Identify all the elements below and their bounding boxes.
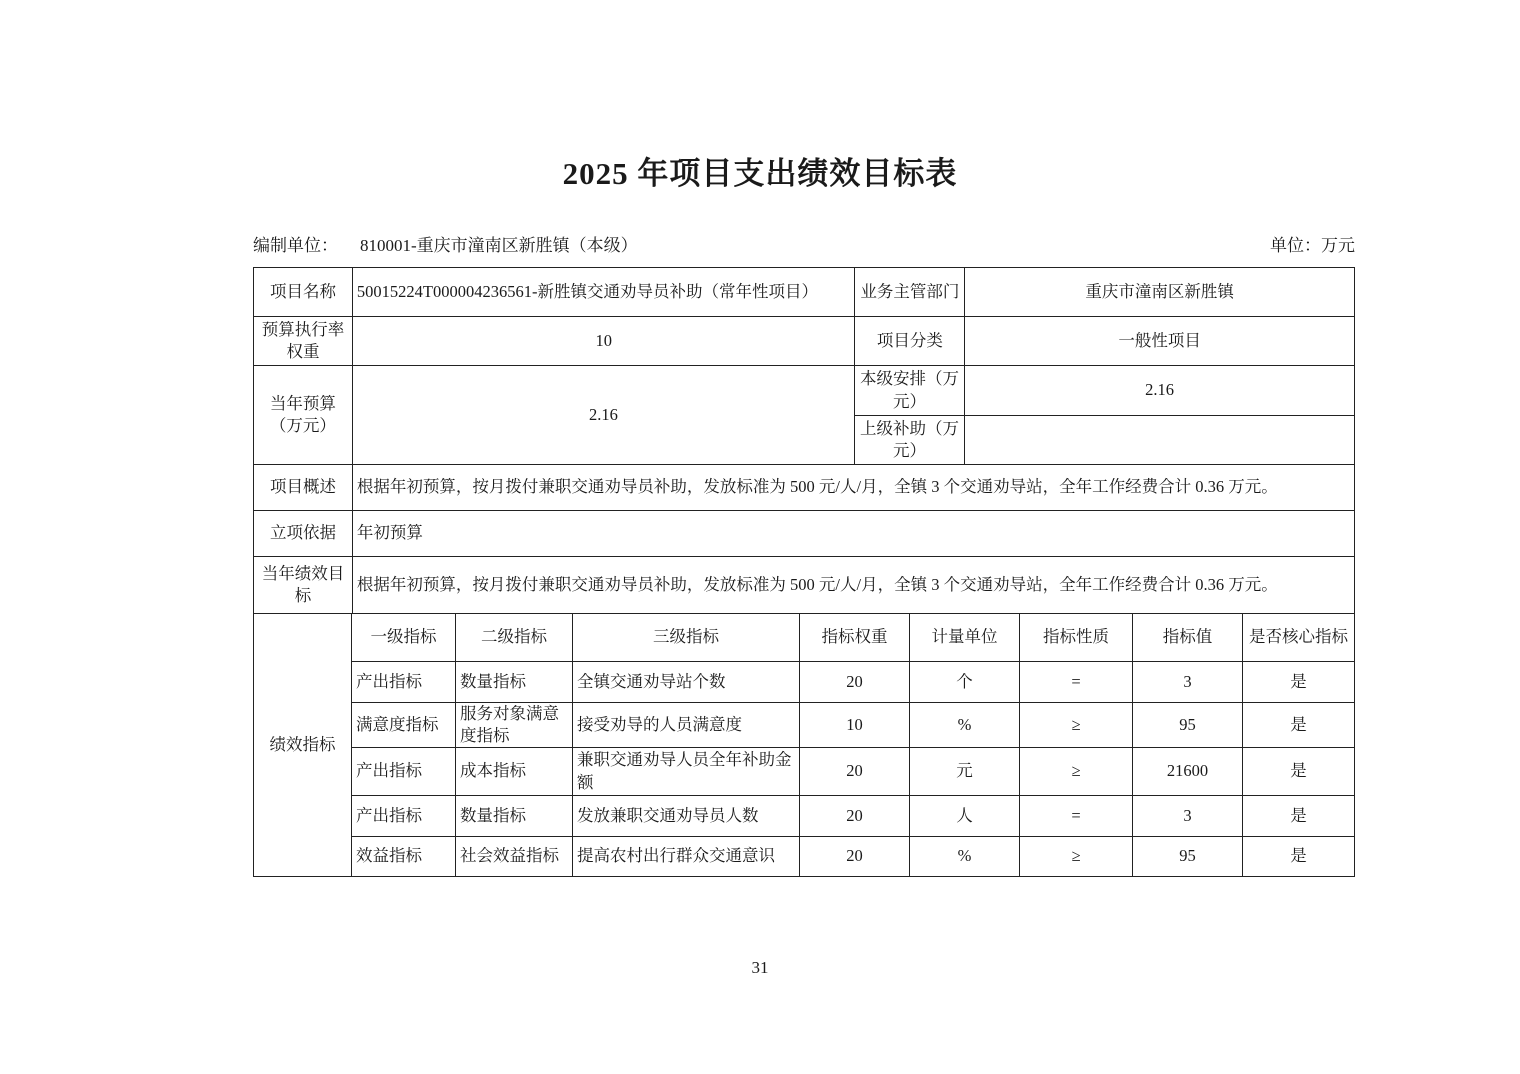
- budget-label: 当年预算（万元）: [254, 366, 353, 465]
- row-overview: [254, 465, 1355, 511]
- goal-value: 根据年初预算，按月拨付兼职交通劝导员补助，发放标准为 500 元/人/月，全镇 3 个交通劝导站，全年工作经费合计 0.36 万元。: [353, 557, 1355, 614]
- indicator-nature: ≥: [1020, 703, 1133, 748]
- indicator-value: 95: [1133, 703, 1243, 748]
- indicator-section: [254, 614, 1355, 877]
- basis-label: 立项依据: [254, 511, 353, 557]
- indicator-weight: 20: [800, 796, 910, 837]
- col-header-value: 指标值: [1133, 614, 1243, 662]
- prepared-by-value: 810001-重庆市潼南区新胜镇（本级）: [360, 236, 638, 255]
- indicator-table: [352, 614, 1355, 877]
- col-header-unit: 计量单位: [910, 614, 1020, 662]
- indicator-weight: 20: [800, 748, 910, 796]
- indicator-unit: 人: [910, 796, 1020, 837]
- basis-value: 年初预算: [353, 511, 1355, 557]
- indicator-unit: %: [910, 703, 1020, 748]
- indicator-level3: 接受劝导的人员满意度: [573, 703, 800, 748]
- col-header-level1: 一级指标: [352, 614, 456, 662]
- dept-value: 重庆市潼南区新胜镇: [965, 268, 1355, 317]
- indicator-nature: =: [1020, 662, 1133, 703]
- row-local-arrangement: [855, 366, 1355, 416]
- indicator-row: [352, 796, 1355, 837]
- col-header-core: 是否核心指标: [1243, 614, 1355, 662]
- row-goal: [254, 557, 1355, 614]
- indicator-level1: 产出指标: [352, 662, 456, 703]
- row-budget: [254, 366, 1355, 465]
- prepared-by: [253, 231, 638, 256]
- budget-breakdown: [855, 366, 1355, 465]
- col-header-level2: 二级指标: [456, 614, 573, 662]
- row-superior-subsidy: [855, 416, 1355, 465]
- budget-value: 2.16: [353, 366, 855, 465]
- indicator-weight: 20: [800, 662, 910, 703]
- indicator-level1: 效益指标: [352, 837, 456, 877]
- overview-label: 项目概述: [254, 465, 353, 511]
- indicator-value: 3: [1133, 662, 1243, 703]
- meta-row: [253, 231, 1355, 256]
- indicator-value: 3: [1133, 796, 1243, 837]
- performance-target-table: [253, 267, 1355, 877]
- indicator-row: [352, 837, 1355, 877]
- exec-rate-label: 预算执行率权重: [254, 317, 353, 366]
- col-header-level3: 三级指标: [573, 614, 800, 662]
- dept-label: 业务主管部门: [855, 268, 965, 317]
- prepared-by-label: 编制单位：: [253, 236, 338, 255]
- indicator-level2: 社会效益指标: [456, 837, 573, 877]
- project-name-label: 项目名称: [254, 268, 353, 317]
- local-label: 本级安排（万元）: [855, 366, 965, 416]
- superior-value: [965, 416, 1355, 465]
- indicator-level1: 产出指标: [352, 796, 456, 837]
- indicator-row: [352, 703, 1355, 748]
- indicator-level2: 数量指标: [456, 796, 573, 837]
- page-number: 31: [751, 958, 769, 977]
- row-exec-rate: [254, 317, 1355, 366]
- indicator-section-label: 绩效指标: [254, 614, 352, 877]
- indicator-weight: 20: [800, 837, 910, 877]
- category-label: 项目分类: [855, 317, 965, 366]
- indicator-core: 是: [1243, 703, 1355, 748]
- indicator-row: [352, 748, 1355, 796]
- indicator-nature: ≥: [1020, 748, 1133, 796]
- indicator-level1: 产出指标: [352, 748, 456, 796]
- superior-label: 上级补助（万元）: [855, 416, 965, 465]
- category-value: 一般性项目: [965, 317, 1355, 366]
- overview-value: 根据年初预算，按月拨付兼职交通劝导员补助，发放标准为 500 元/人/月，全镇 3 个交通劝导站，全年工作经费合计 0.36 万元。: [353, 465, 1355, 511]
- indicator-level1: 满意度指标: [352, 703, 456, 748]
- indicator-unit: 个: [910, 662, 1020, 703]
- row-project-name: [254, 268, 1355, 317]
- local-value: 2.16: [965, 366, 1355, 416]
- page-title: 2025 年项目支出绩效目标表: [562, 156, 958, 191]
- indicator-level3: 兼职交通劝导人员全年补助金额: [573, 748, 800, 796]
- indicator-core: 是: [1243, 662, 1355, 703]
- currency-unit-label: 单位：万元: [1270, 236, 1355, 255]
- indicator-header-row: [352, 614, 1355, 662]
- exec-rate-value: 10: [353, 317, 856, 366]
- indicator-weight: 10: [800, 703, 910, 748]
- indicator-level3: 提高农村出行群众交通意识: [573, 837, 800, 877]
- indicator-core: 是: [1243, 796, 1355, 837]
- indicator-level2: 服务对象满意度指标: [456, 703, 573, 748]
- indicator-row: [352, 662, 1355, 703]
- indicator-core: 是: [1243, 837, 1355, 877]
- indicator-level3: 全镇交通劝导站个数: [573, 662, 800, 703]
- indicator-level3: 发放兼职交通劝导员人数: [573, 796, 800, 837]
- col-header-weight: 指标权重: [800, 614, 910, 662]
- indicator-nature: ≥: [1020, 837, 1133, 877]
- indicator-core: 是: [1243, 748, 1355, 796]
- indicator-unit: %: [910, 837, 1020, 877]
- indicator-nature: =: [1020, 796, 1133, 837]
- goal-label: 当年绩效目标: [254, 557, 353, 614]
- indicator-level2: 成本指标: [456, 748, 573, 796]
- row-basis: [254, 511, 1355, 557]
- col-header-nature: 指标性质: [1020, 614, 1133, 662]
- indicator-value: 21600: [1133, 748, 1243, 796]
- project-name-value: 50015224T000004236561-新胜镇交通劝导员补助（常年性项目）: [353, 268, 856, 317]
- indicator-value: 95: [1133, 837, 1243, 877]
- indicator-level2: 数量指标: [456, 662, 573, 703]
- indicator-unit: 元: [910, 748, 1020, 796]
